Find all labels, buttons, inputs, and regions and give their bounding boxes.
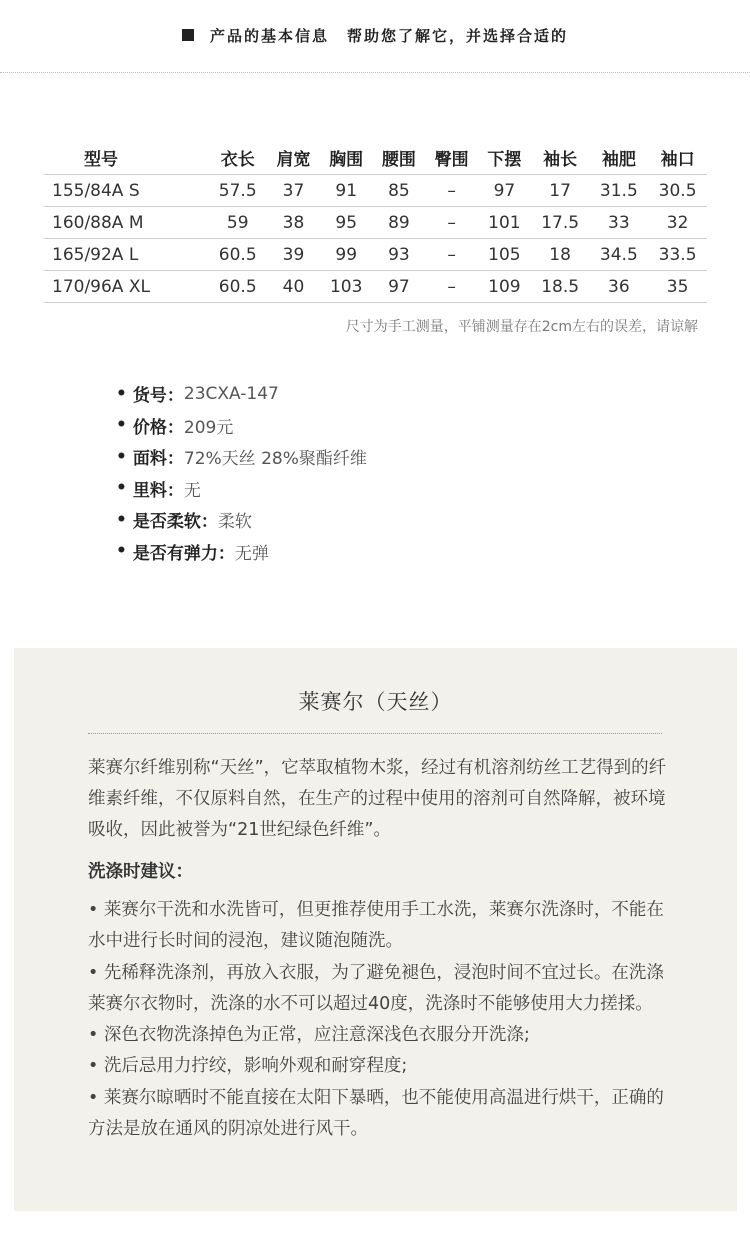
table-cell: 36 [589, 271, 648, 303]
info-item-lining [116, 473, 367, 505]
table-cell: 18.5 [531, 271, 590, 303]
table-cell: 37 [267, 175, 320, 207]
table-cell: 34.5 [589, 239, 648, 271]
table-cell: – [425, 175, 478, 207]
col-header-sleeve-length: 袖长 [531, 140, 590, 175]
list-item: • 深色衣物洗涤掉色为正常，应注意深浅色衣服分开洗涤; [88, 1025, 530, 1046]
table-cell: 89 [373, 207, 426, 239]
table-row [44, 271, 707, 303]
col-header-model: 型号 [44, 140, 208, 175]
table-cell: 160/88A M [44, 207, 208, 239]
section-header [0, 0, 750, 73]
info-value: 无 [183, 480, 201, 501]
table-cell: 170/96A XL [44, 271, 208, 303]
table-cell: 103 [320, 271, 373, 303]
list-item: • 莱赛尔干洗和水洗皆可，但更推荐使用手工水洗，莱赛尔洗涤时，不能在水中进行长时间的浸泡，建议随泡随洗。 [88, 900, 664, 952]
col-header-waist: 腰围 [373, 140, 426, 175]
table-cell: 33.5 [648, 239, 707, 271]
bullet-icon: • [116, 415, 127, 436]
table-cell: 40 [267, 271, 320, 303]
col-header-length: 衣长 [208, 140, 267, 175]
info-item-sku [116, 378, 367, 410]
bullet-icon: • [116, 446, 127, 467]
table-row [44, 207, 707, 239]
info-item-softness [116, 504, 367, 536]
table-cell: 60.5 [208, 271, 267, 303]
list-item: • 洗后忌用力拧绞，影响外观和耐穿程度; [88, 1056, 408, 1077]
table-cell: 99 [320, 239, 373, 271]
table-cell: 165/92A L [44, 239, 208, 271]
info-value: 209元 [183, 417, 234, 438]
info-item-fabric [116, 441, 367, 473]
table-cell: 17.5 [531, 207, 590, 239]
table-cell: 33 [589, 207, 648, 239]
table-cell: 97 [373, 271, 426, 303]
fabric-info-panel [14, 648, 737, 1211]
measurement-note: 尺寸为手工测量，平铺测量存在2cm左右的误差，请谅解 [345, 319, 698, 335]
table-cell: 93 [373, 239, 426, 271]
header-subtitle: 帮助您了解它，并选择合适的 [347, 26, 569, 45]
bullet-icon: • [116, 509, 127, 530]
info-label: 是否柔软： [132, 512, 218, 533]
info-label: 里料： [132, 480, 184, 501]
table-cell: 18 [531, 239, 590, 271]
info-item-price [116, 410, 367, 442]
table-cell: 59 [208, 207, 267, 239]
table-cell: 101 [478, 207, 531, 239]
wash-title: 洗涤时建议： [88, 862, 193, 882]
bullet-icon: • [116, 478, 127, 499]
wash-list [88, 895, 678, 1145]
info-value: 23CXA-147 [183, 383, 279, 404]
table-cell: – [425, 271, 478, 303]
table-cell: – [425, 207, 478, 239]
info-value: 无弹 [234, 543, 269, 564]
info-label: 是否有弹力： [132, 543, 235, 564]
product-info-list [116, 378, 367, 567]
size-table [44, 140, 707, 303]
table-row [44, 239, 707, 271]
bullet-icon: • [116, 541, 127, 562]
table-cell: – [425, 239, 478, 271]
col-header-cuff: 袖口 [648, 140, 707, 175]
table-cell: 39 [267, 239, 320, 271]
info-value: 72%天丝 28%聚酯纤维 [183, 449, 367, 470]
table-cell: 155/84A S [44, 175, 208, 207]
table-cell: 32 [648, 207, 707, 239]
size-table-header-row [44, 140, 707, 175]
table-cell: 91 [320, 175, 373, 207]
table-cell: 35 [648, 271, 707, 303]
table-cell: 97 [478, 175, 531, 207]
table-cell: 95 [320, 207, 373, 239]
table-cell: 31.5 [589, 175, 648, 207]
list-item: • 莱赛尔晾晒时不能直接在太阳下暴晒，也不能使用高温进行烘干，正确的方法是放在通风的阴凉处进行风干。 [88, 1087, 664, 1140]
info-value: 柔软 [217, 512, 252, 533]
col-header-hem: 下摆 [478, 140, 531, 175]
panel-intro: 莱赛尔纤维别称“天丝”，它萃取植物木浆，经过有机溶剂纺丝工艺得到的纤维素纤维，不仅原料自然，在生产的过程中使用的溶剂可自然降解，被环境吸收，因此被誉为“21世纪绿色纤维”。 [88, 758, 667, 840]
col-header-sleeve-width: 袖肥 [589, 140, 648, 175]
col-header-chest: 胸围 [320, 140, 373, 175]
panel-divider [88, 733, 662, 734]
square-bullet-icon [182, 29, 194, 41]
table-row [44, 175, 707, 207]
bullet-icon: • [116, 383, 127, 404]
list-item: • 先稀释洗涤剂，再放入衣服，为了避免褪色，浸泡时间不宜过长。在洗涤莱赛尔衣物时，洗涤的水不可以超过40度，洗涤时不能够使用大力搓揉。 [88, 962, 664, 1014]
info-label: 面料： [132, 449, 184, 470]
table-cell: 17 [531, 175, 590, 207]
col-header-shoulder: 肩宽 [267, 140, 320, 175]
header-title: 产品的基本信息 [209, 26, 329, 45]
info-item-elasticity [116, 536, 367, 568]
info-label: 货号： [132, 386, 184, 407]
panel-title: 莱赛尔（天丝） [298, 690, 453, 714]
table-cell: 30.5 [648, 175, 707, 207]
table-cell: 60.5 [208, 239, 267, 271]
table-cell: 105 [478, 239, 531, 271]
table-cell: 38 [267, 207, 320, 239]
table-cell: 109 [478, 271, 531, 303]
col-header-hip: 臀围 [425, 140, 478, 175]
table-cell: 85 [373, 175, 426, 207]
table-cell: 57.5 [208, 175, 267, 207]
info-label: 价格： [132, 417, 184, 438]
